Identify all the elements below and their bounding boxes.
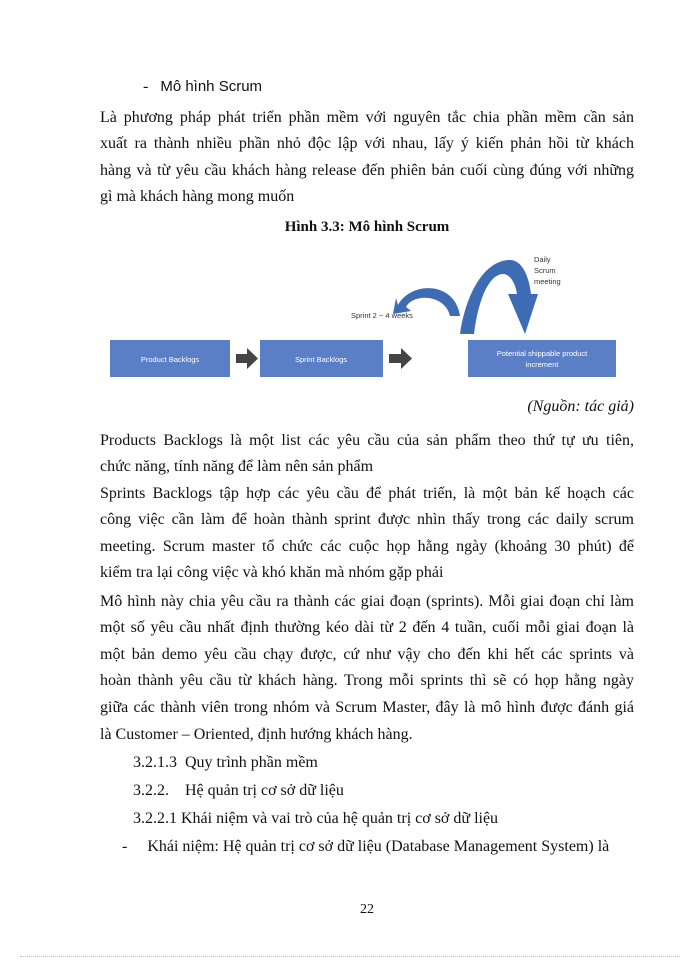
subheading-3-2-2-1-num: 3.2.2.1 (133, 810, 177, 827)
increment-label-line1: Potential shippable product (496, 349, 588, 358)
scrum-diagram (107, 248, 627, 388)
sprint-para-line-2: công việc cần làm để hoàn thành sprint được nhìn thấy trong các daily scrum (100, 511, 634, 528)
daily-scrum-arrow-icon (460, 260, 538, 334)
increment-box (468, 340, 616, 377)
model-para-line-2: một số yêu cầu nhất định thường kéo dài từ 2 đến 4 tuần, cuối mỗi giai đoạn là (100, 619, 634, 636)
subheading-3-2-1-3-num: 3.2.1.3 (133, 754, 177, 771)
product-para-line-2: chức năng, tính năng để làm nên sản phẩm (100, 458, 374, 475)
product-backlogs-label: Product Backlogs (140, 355, 200, 364)
model-para-line-1: Mô hình này chia yêu cầu ra thành các giai đoạn (sprints). Mỗi giai đoạn chỉ làm (100, 593, 634, 610)
daily-label-line1: Daily (534, 255, 551, 264)
figure-source: (Nguồn: tác giả) (527, 398, 634, 415)
model-para-line-3: một bản demo yêu cầu chạy được, cứ như vậy cho đến khi hết các sprints và (100, 646, 634, 663)
subheading-3-2-2 (133, 782, 344, 800)
subheading-3-2-1-3-title: Quy trình phần mềm (185, 754, 318, 771)
increment-label-line2: increment (525, 360, 559, 369)
daily-label-line3: meeting (534, 277, 561, 286)
intro-line-1: Là phương pháp phát triển phần mềm với nguyên tắc chia phần mềm cần sản (100, 109, 634, 126)
sprint-duration-label: Sprint 2 ~ 4 weeks (351, 311, 413, 320)
subheading-3-2-2-title: Hệ quản trị cơ sở dữ liệu (185, 782, 344, 799)
sprint-para-line-4: kiểm tra lại công việc và khó khăn mà nhóm gặp phải (100, 564, 444, 581)
arrow-1-icon (236, 348, 258, 369)
page-bottom-divider (20, 956, 680, 957)
intro-line-3: hàng và từ yêu cầu khách hàng release đến phiên bản cuối cùng đúng với những (100, 162, 634, 179)
sprint-para-line-3: meeting. Scrum master tổ chức các cuộc họp hằng ngày (khoảng 30 phút) để (100, 538, 634, 555)
section-heading (143, 78, 262, 96)
subheading-3-2-2-num: 3.2.2. (133, 782, 169, 799)
subheading-3-2-2-1-title: Khái niệm và vai trò của hệ quản trị cơ sở dữ liệu (181, 810, 499, 827)
concept-bullet (122, 838, 634, 856)
intro-line-4: gì mà khách hàng mong muốn (100, 188, 295, 205)
figure-caption: Hình 3.3: Mô hình Scrum (284, 219, 450, 235)
model-para-line-4: hoàn thành yêu cầu từ khách hàng. Trong mỗi sprints thì sẽ có họp hằng ngày (100, 672, 634, 689)
sprint-para-line-1: Sprints Backlogs tập hợp các yêu cầu để phát triển, là một bản kế hoạch các (100, 485, 634, 502)
model-para-line-5: giữa các thành viên trong nhóm và Scrum Master, đây là mô hình được đánh giá (100, 699, 634, 716)
subheading-3-2-2-1 (133, 810, 498, 828)
heading-dash: - (143, 78, 149, 95)
heading-label: Mô hình Scrum (160, 78, 263, 95)
daily-label-line2: Scrum (534, 266, 556, 275)
subheading-3-2-1-3 (133, 754, 318, 772)
intro-line-2: xuất ra thành nhiều phần nhỏ độc lập với nhau, lấy ý kiến phản hồi từ khách (100, 135, 634, 152)
arrow-2-icon (389, 348, 412, 369)
model-para-line-6: là Customer – Oriented, định hướng khách hàng. (100, 726, 413, 743)
sprint-backlogs-label: Sprint Backlogs (294, 355, 348, 364)
concept-bullet-dash: - (122, 838, 128, 855)
page-number: 22 (360, 902, 374, 917)
concept-bullet-text: Khái niệm: Hệ quản trị cơ sở dữ liệu (Database Management System) là (147, 838, 610, 855)
product-para-line-1: Products Backlogs là một list các yêu cầu của sản phẩm theo thứ tự ưu tiên, (100, 432, 634, 449)
